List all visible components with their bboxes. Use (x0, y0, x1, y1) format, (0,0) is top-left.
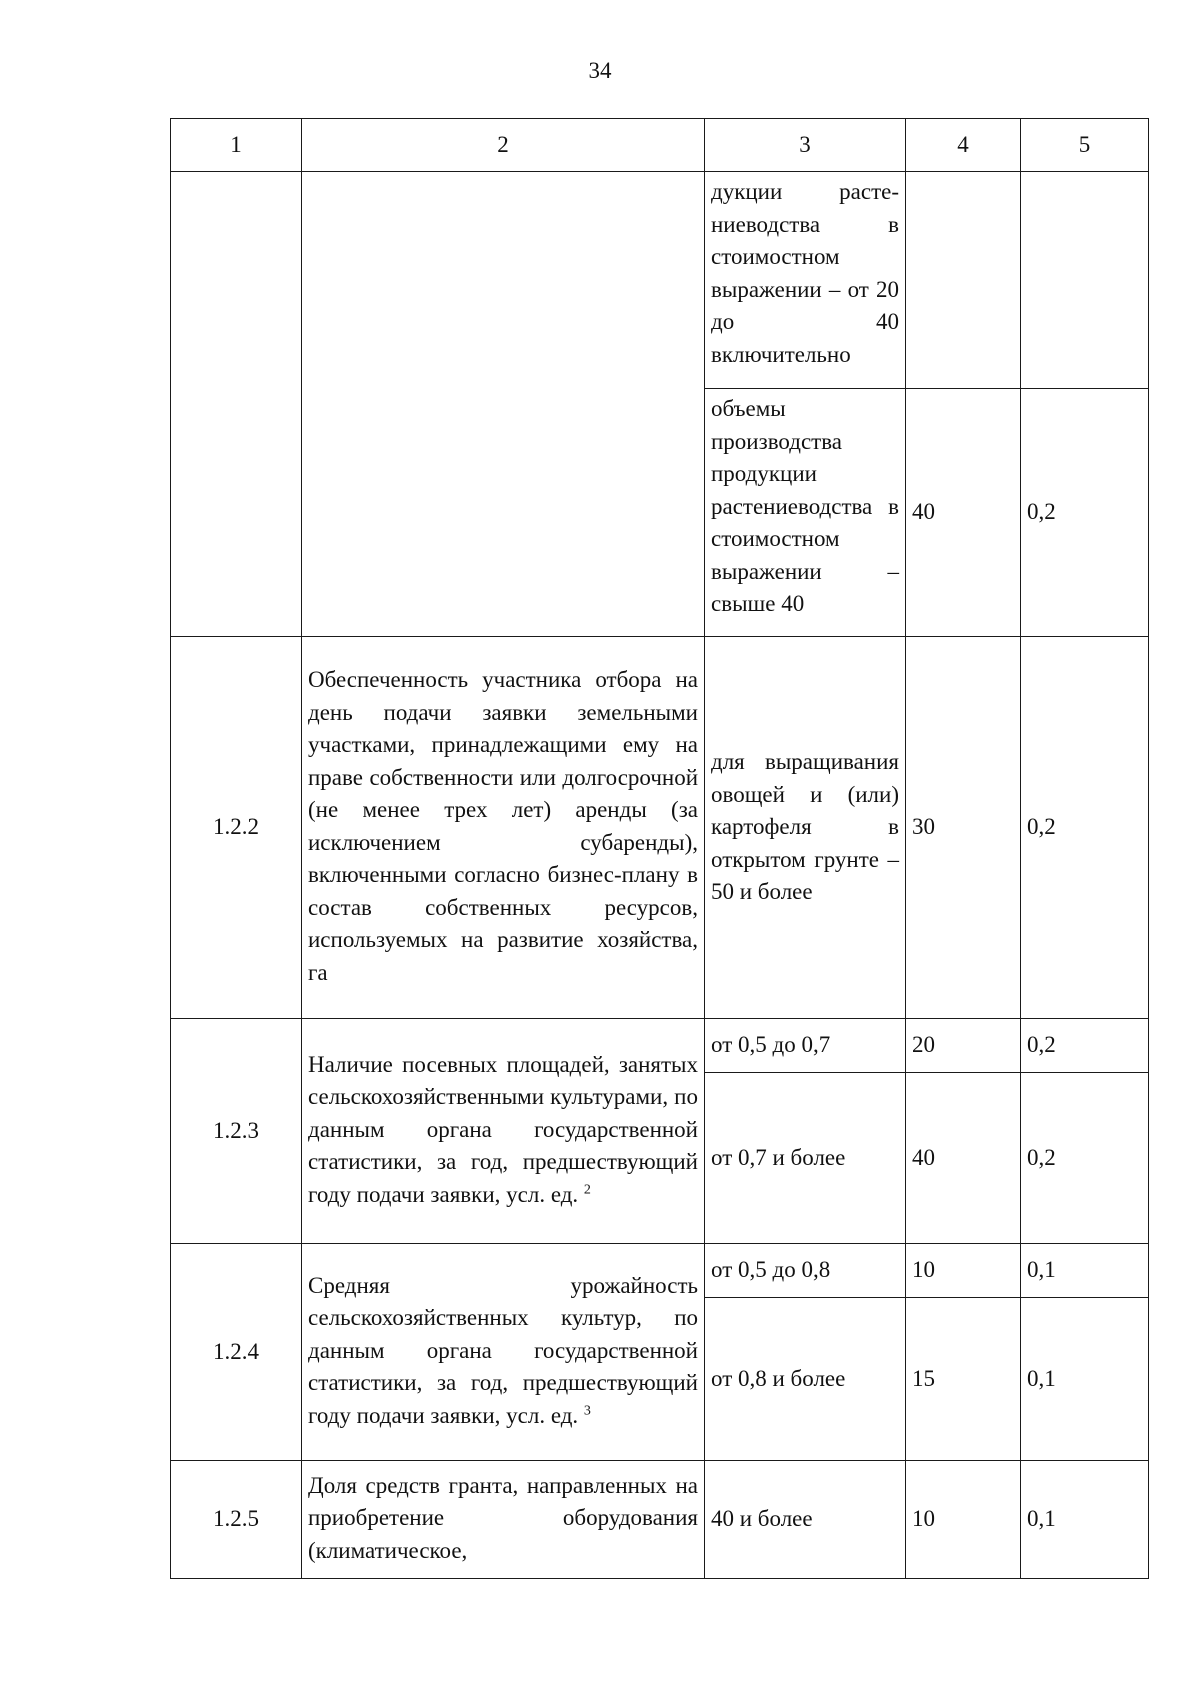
row-number: 1.2.5 (171, 1461, 302, 1579)
points-value: 15 (906, 1298, 1021, 1461)
criteria-table (170, 118, 1149, 1579)
criterion-text-content: Средняя урожайность сельскохозяйственных культур, по данным органа государственной статистики, за год, предшествующий году подачи заявки, усл. ед. (308, 1272, 698, 1428)
weight-value: 0,2 (1021, 1019, 1149, 1073)
points-value: 30 (906, 637, 1021, 1019)
criterion-text-content: Обеспеченность участника отбора на день подачи заявки земельными участками, принадлежащими ему на праве собственности или долгосрочной (не менее трех лет) аренды (за исключением субаренды), включенными согласно бизнес-плану в состав собственных ресурсов, используемых на развитие хозяйства, га (308, 667, 698, 985)
criterion-text (302, 1244, 705, 1461)
row-number (171, 172, 302, 637)
criterion-text (302, 172, 705, 637)
row-number: 1.2.4 (171, 1244, 302, 1461)
criterion-text-content: Доля средств гранта, направленных на приобретение оборудования (климатическое, (308, 1472, 698, 1563)
condition-text: от 0,7 и более (705, 1073, 906, 1244)
row-number: 1.2.2 (171, 637, 302, 1019)
table-header-row (171, 119, 1149, 172)
table-row (171, 172, 1149, 389)
row-number: 1.2.3 (171, 1019, 302, 1244)
criterion-text (302, 1461, 705, 1579)
points-value: 10 (906, 1244, 1021, 1298)
footnote-marker: 3 (583, 1403, 591, 1419)
weight-value: 0,1 (1021, 1244, 1149, 1298)
condition-text: от 0,5 до 0,7 (705, 1019, 906, 1073)
column-header-2: 2 (302, 119, 705, 172)
criterion-text (302, 1019, 705, 1244)
weight-value (1021, 172, 1149, 389)
condition-text-content: дукции расте-ниеводства в стоимостном выражении – от 20 до 40 включительно (711, 179, 899, 367)
column-header-1: 1 (171, 119, 302, 172)
criterion-text-content: Наличие посевных площадей, занятых сельскохозяйственными культурами, по данным органа государственной статистики, за год, предшествующий году подачи заявки, усл. ед. (308, 1051, 698, 1207)
condition-text: от 0,8 и более (705, 1298, 906, 1461)
condition-text-content: объемы производства продукции растениеводства в стоимостном выражении – свыше 40 (711, 396, 899, 616)
table-row (171, 1244, 1149, 1298)
points-value: 10 (906, 1461, 1021, 1579)
criterion-text (302, 637, 705, 1019)
column-header-5: 5 (1021, 119, 1149, 172)
weight-value: 0,2 (1021, 637, 1149, 1019)
points-value (906, 172, 1021, 389)
table-row (171, 1019, 1149, 1073)
footnote-marker: 2 (583, 1182, 591, 1198)
table-row (171, 1461, 1149, 1579)
condition-text: для выращивания овощей и (или) картофеля в открытом грунте – 50 и более (705, 637, 906, 1019)
points-value: 40 (906, 1073, 1021, 1244)
page-number: 34 (588, 58, 612, 83)
points-value: 20 (906, 1019, 1021, 1073)
condition-text (705, 389, 906, 637)
points-value: 40 (906, 389, 1021, 637)
weight-value: 0,1 (1021, 1298, 1149, 1461)
table-row (171, 637, 1149, 1019)
weight-value: 0,1 (1021, 1461, 1149, 1579)
condition-text (705, 172, 906, 389)
condition-text: 40 и более (705, 1461, 906, 1579)
column-header-4: 4 (906, 119, 1021, 172)
column-header-3: 3 (705, 119, 906, 172)
condition-text: от 0,5 до 0,8 (705, 1244, 906, 1298)
weight-value: 0,2 (1021, 1073, 1149, 1244)
weight-value: 0,2 (1021, 389, 1149, 637)
